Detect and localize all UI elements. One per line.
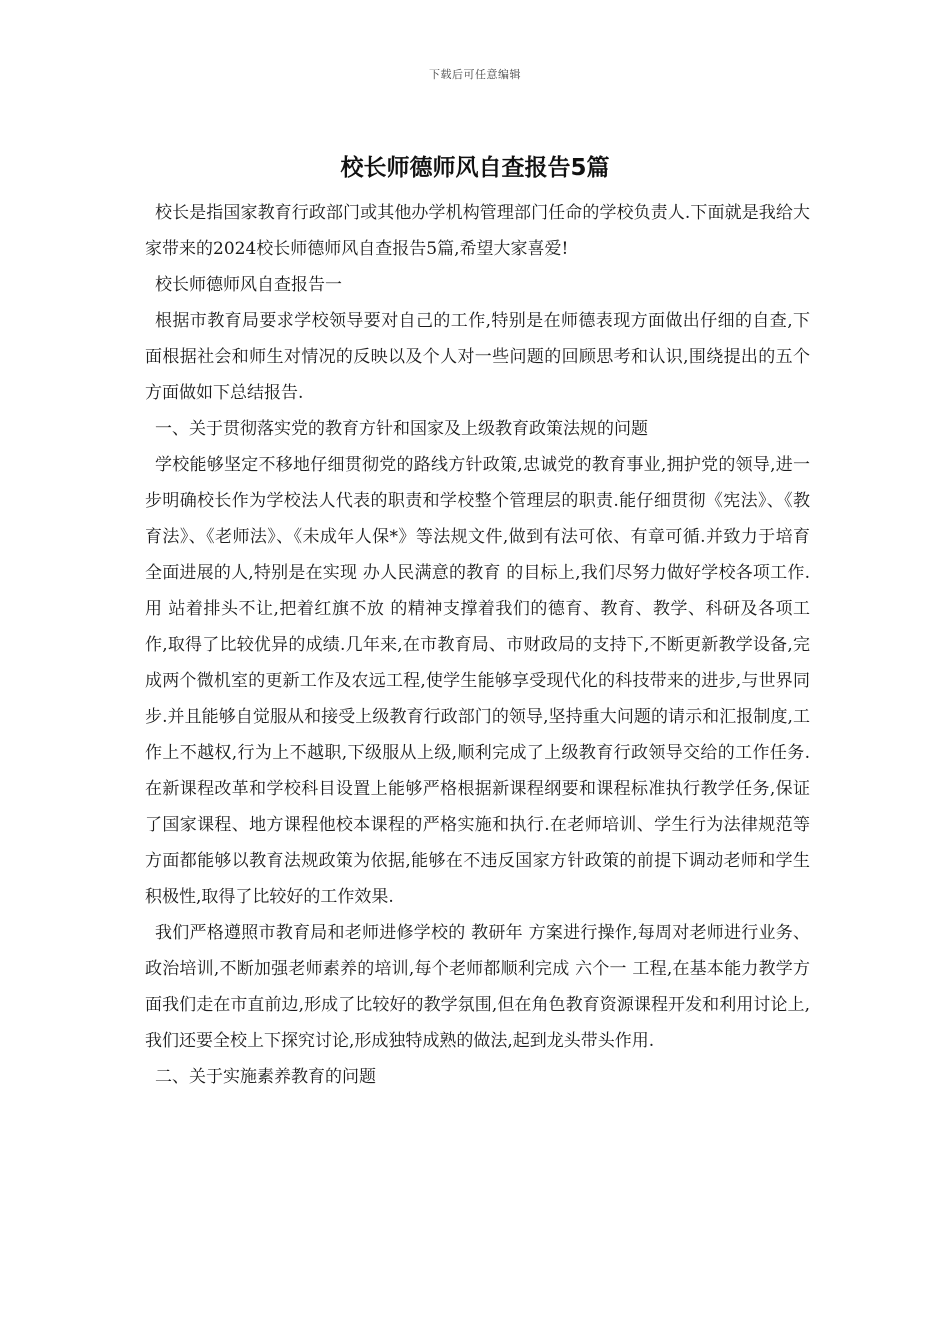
section-heading-policy: 一、关于贯彻落实党的教育方针和国家及上级教育政策法规的问题 [155,419,648,439]
document-body [145,195,810,1095]
body-paragraph: 根据市教育局要求学校领导要对自己的工作,特别是在师德表现方面做出仔细的自查,下面根据社会和师生对情况的反映以及个人对一些问题的回顾思考和认识,围绕提出的五个方面做如下总结报告. [145,311,810,403]
header-note: 下载后可任意编辑 [429,68,521,81]
intro-paragraph: 校长是指国家教育行政部门或其他办学机构管理部门任命的学校负责人.下面就是我给大家带来的2024校长师德师风自查报告5篇,希望大家喜爱! [145,203,810,259]
body-paragraph: 我们严格遵照市教育局和老师进修学校的 教研年 方案进行操作,每周对老师进行业务、政治培训,不断加强老师素养的培训,每个老师都顺利完成 六个一 工程,在基本能力教学方面我们走在市直前边,形成了比较好的教学氛围,但在角色教育资源课程开发和利用讨论上,我们还要全校上下探究讨论,形成独特成熟的做法,起到龙头带头作用. [145,923,810,1051]
section-heading-quality-education: 二、关于实施素养教育的问题 [155,1067,376,1087]
document-title: 校长师德师风自查报告5篇 [340,155,610,181]
body-paragraph: 学校能够坚定不移地仔细贯彻党的路线方针政策,忠诚党的教育事业,拥护党的领导,进一步明确校长作为学校法人代表的职责和学校整个管理层的职责.能仔细贯彻《宪法》、《教育法》、《老师法》、《未成年人保*》等法规文件,做到有法可依、有章可循.并致力于培育全面进展的人,特别是在实现 办人民满意的教育 的目标上,我们尽努力做好学校各项工作.用 站着排头不让,把着红旗不放 的精神支撑着我们的德育、教育、教学、科研及各项工作,取得了比较优异的成绩.几年来,在市教育局、市财政局的支持下,不断更新教学设备,完成两个微机室的更新工作及农远工程,使学生能够享受现代化的科技带来的进步,与世界同步.并且能够自觉服从和接受上级教育行政部门的领导,坚持重大问题的请示和汇报制度,工作上不越权,行为上不越职,下级服从上级,顺利完成了上级教育行政领导交给的工作任务.在新课程改革和学校科目设置上能够严格根据新课程纲要和课程标准执行教学任务,保证了国家课程、地方课程他校本课程的严格实施和执行.在老师培训、学生行为法律规范等方面都能够以教育法规政策为依据,能够在不违反国家方针政策的前提下调动老师和学生积极性,取得了比较好的工作效果. [145,455,810,907]
section-heading-report-one: 校长师德师风自查报告一 [155,275,342,295]
